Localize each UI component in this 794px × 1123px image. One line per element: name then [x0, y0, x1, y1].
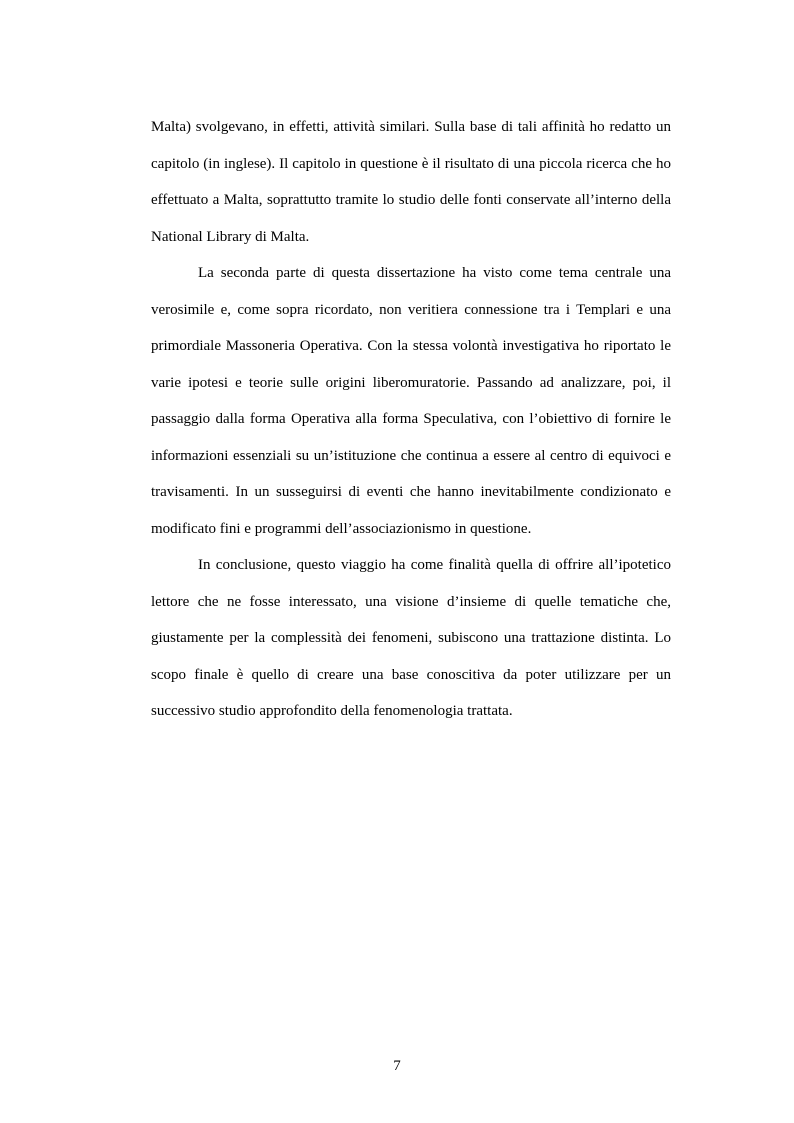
paragraph-conclusion: In conclusione, questo viaggio ha come finalità quella di offrire all’ipotetico lettore che ne fosse interessato, una visione d’insieme di quelle tematiche che, giustamente per la complessità dei fenomeni, subiscono una trattazione distinta. Lo scopo finale è quello di creare una base conoscitiva da poter utilizzare per un successivo studio approfondito della fenomenologia trattata.: [151, 557, 671, 719]
paragraph-second-part: La seconda parte di questa dissertazione ha visto come tema centrale una verosimile e, come sopra ricordato, non veritiera connessione tra i Templari e una primordiale Massoneria Operativa. Con la stessa volontà investigativa ho riportato le varie ipotesi e teorie sulle origini liberomuratorie. Passando ad analizzare, poi, il passaggio dalla forma Operativa alla forma Speculativa, con l’obiettivo di fornire le informazioni essenziali su un’istituzione che continua a essere al centro di equivoci e travisamenti. In un susseguirsi di eventi che hanno inevitabilmente condizionato e modificato fini e programmi dell’associazionismo in questione.: [151, 265, 671, 537]
paragraph-continuation: Malta) svolgevano, in effetti, attività similari. Sulla base di tali affinità ho redatto un capitolo (in inglese). Il capitolo in questione è il risultato di una piccola ricerca che ho effettuato a Malta, soprattutto tramite lo studio delle fonti conservate all’interno della National Library di Malta.: [151, 119, 671, 245]
document-body: [151, 109, 671, 730]
page-number: 7: [393, 1058, 401, 1074]
